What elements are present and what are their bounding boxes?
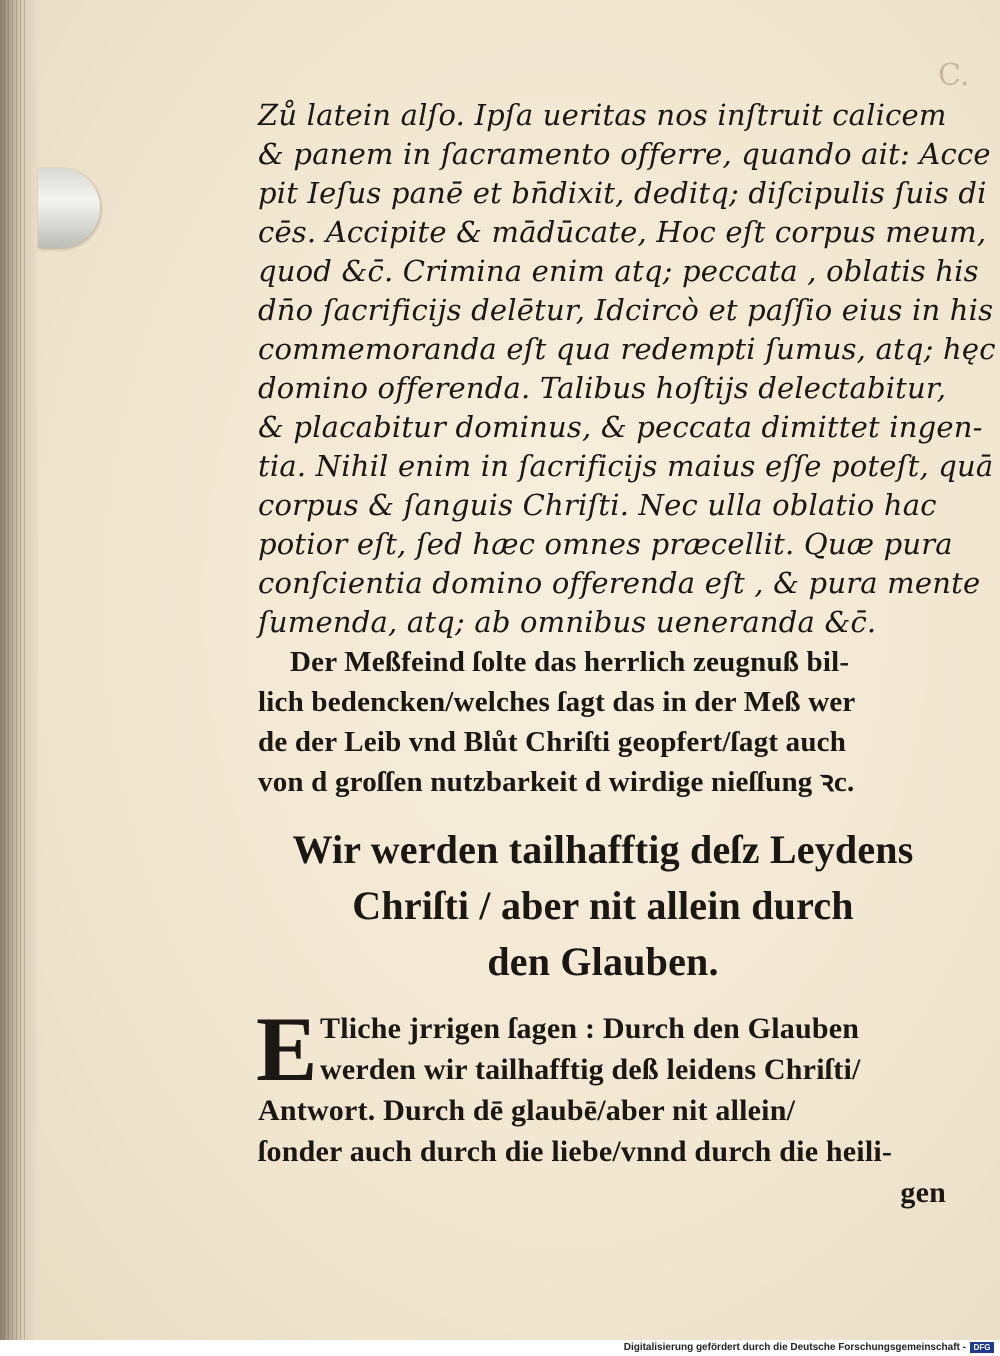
latin-line-5: quod &c̄. Crimina enim atq; peccata , oblatis his <box>258 254 979 288</box>
latin-line-8: domino offerenda. Talibus hoſtijs delectabitur, <box>258 371 947 405</box>
latin-line-6: dn̄o ſacrificijs delētur, Idcircò et paſſio eius in his <box>258 293 994 327</box>
page-clip-icon <box>38 168 100 248</box>
german-line-1: Der Meßfeind ſolte das herrlich zeugnuß bil- <box>290 646 850 678</box>
latin-line-4: cēs. Accipite & mādūcate, Hoc eſt corpus meum, <box>258 215 987 249</box>
funding-credit: Digitalisierung gefördert durch die Deutsche Forschungsgemeinschaft - <box>623 1342 966 1353</box>
latin-line-10: tia. Nihil enim in ſacrificijs maius eſſe poteſt, quā <box>258 449 994 483</box>
signature-mark: C. <box>938 58 970 93</box>
german-line-2: lich bedencken/welches ſagt das in der Meß wer <box>258 686 856 718</box>
latin-line-1: Zů latein alſo. Ipſa ueritas nos inſtruit calicem <box>258 98 947 132</box>
latin-line-2: & panem in ſacramento offerre, quando ait: Acce <box>258 137 991 171</box>
dfg-logo-icon: DFG <box>970 1342 994 1353</box>
latin-line-14: ſumenda, atq; ab omnibus ueneranda &c̄. <box>258 605 877 639</box>
german-line-3: de der Leib vnd Blůt Chriſti geopfert/ſagt auch <box>258 726 847 758</box>
german-paragraph <box>258 642 958 802</box>
decorated-initial: E <box>256 998 318 1100</box>
heading-line-2: Chriſti / aber nit allein durch <box>352 883 854 928</box>
body-line-3: Antwort. Durch dē glaubē/aber nit allein/ <box>258 1094 796 1127</box>
latin-line-12: potior eſt, ſed hæc omnes præcellit. Quæ pura <box>258 527 953 561</box>
latin-line-3: pit Ieſus panē et bn̄dixit, deditq; diſcipulis ſuis di <box>258 176 987 210</box>
heading-line-1: Wir werden tailhafftig deſz Leydens <box>292 827 914 872</box>
body-line-1: Tliche jrrigen ſagen : Durch den Glauben <box>320 1012 860 1045</box>
catchword: gen <box>900 1176 946 1209</box>
text-block <box>256 96 996 1213</box>
section-heading <box>258 822 948 990</box>
latin-line-11: corpus & ſanguis Chriſti. Nec ulla oblatio hac <box>258 488 937 522</box>
body-line-4: ſonder auch durch die liebe/vnnd durch die heili- <box>258 1135 893 1168</box>
german-line-4: von d groſſen nutzbarkeit d wirdige nieſſung ꝛc. <box>258 766 855 798</box>
body-paragraph <box>256 998 958 1213</box>
heading-line-3: den Glauben. <box>487 939 719 984</box>
latin-line-7: commemoranda eſt qua redempti ſumus, atq; hęc <box>258 332 996 366</box>
latin-paragraph <box>258 96 996 642</box>
latin-line-13: conſcientia domino offerenda eſt , & pura mente <box>258 566 981 600</box>
latin-line-9: & placabitur dominus, & peccata dimittet ingen- <box>258 410 983 444</box>
footer-bar <box>0 1340 1000 1356</box>
page-edge-lines <box>4 0 26 1340</box>
body-line-2: werden wir tailhafftig deß leidens Chriſti/ <box>320 1053 861 1086</box>
